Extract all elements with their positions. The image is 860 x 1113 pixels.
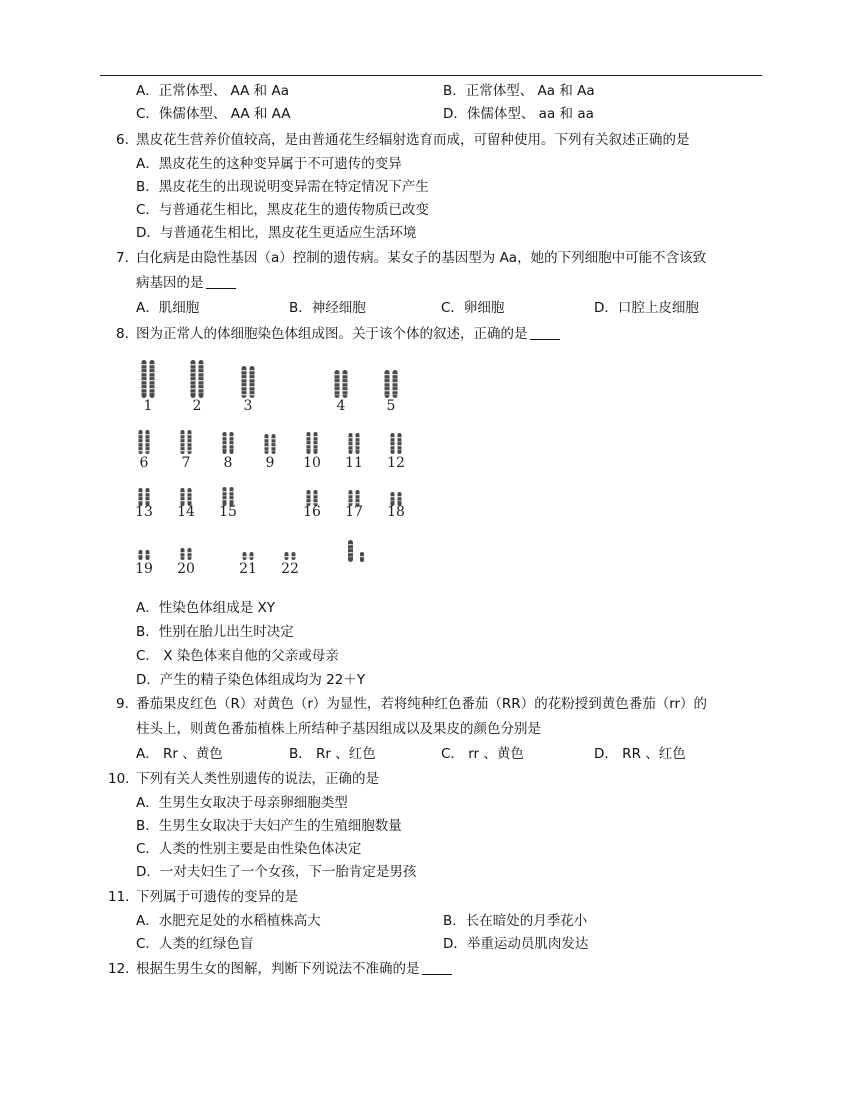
- q10-option-d[interactable]: D．一对夫妇生了一个女孩，下一胎肯定是男孩: [136, 864, 417, 880]
- q7-option-d[interactable]: D．口腔上皮细胞: [594, 300, 699, 316]
- chromosome-label-19: 19: [135, 561, 153, 577]
- q8-number: 8.: [116, 326, 129, 342]
- chromosome-label-16: 16: [303, 504, 321, 520]
- chromosome-pair-19: [139, 550, 150, 560]
- q11-option-b[interactable]: B．长在暗处的月季花小: [443, 913, 588, 929]
- q6-option-c[interactable]: C．与普通花生相比，黑皮花生的遗传物质已改变: [136, 202, 429, 218]
- q6-stem: 黑皮花生营养价值较高，是由普通花生经辐射选育而成，可留种使用。下列有关叙述正确的是: [136, 132, 690, 148]
- chromosome-label-3: 3: [243, 398, 253, 414]
- q10-option-a[interactable]: A．生男生女取决于母亲卵细胞类型: [136, 795, 348, 811]
- chromosome-pair-11: [349, 433, 360, 454]
- chromosome-label-21: 21: [239, 561, 257, 577]
- chromosome-pair-1: [142, 360, 155, 398]
- q8-option-d[interactable]: D．产生的精子染色体组成均为 22＋Y: [136, 672, 366, 688]
- chromosome-label-11: 11: [345, 455, 363, 471]
- karyotype-figure: [128, 352, 428, 584]
- q8-option-b[interactable]: B．性别在胎儿出生时决定: [136, 624, 294, 640]
- chromosome-label-14: 14: [177, 504, 195, 520]
- q8-option-c[interactable]: C． X 染色体来自他的父亲或母亲: [136, 648, 339, 664]
- chromosome-label-22: 22: [281, 561, 299, 577]
- chromosome-pair-20: [181, 548, 192, 560]
- q9-option-a[interactable]: A． Rr 、黄色: [136, 746, 223, 762]
- q5-option-d[interactable]: D．侏儒体型、 aa 和 aa: [443, 106, 594, 122]
- q6-number: 6.: [116, 132, 129, 148]
- chromosome-pair-12: [391, 433, 402, 454]
- chromosome-pair-4: [335, 370, 348, 398]
- q7-option-a[interactable]: A．肌细胞: [136, 300, 200, 316]
- chromosome-pair-7: [181, 430, 192, 454]
- answer-blank[interactable]: [206, 274, 236, 289]
- header-rule: [100, 75, 762, 76]
- chromosome-label-17: 17: [345, 504, 363, 520]
- sex-chromosomes: [348, 540, 364, 562]
- q5-option-b[interactable]: B．正常体型、 Aa 和 Aa: [443, 83, 595, 99]
- q8-stem: 图为正常人的体细胞染色体组成图。关于该个体的叙述，正确的是: [136, 325, 560, 343]
- q11-stem: 下列属于可遗传的变异的是: [136, 889, 298, 905]
- chromosome-pair-2: [191, 360, 204, 398]
- q10-number: 10.: [108, 771, 130, 787]
- chromosome-label-10: 10: [303, 455, 321, 471]
- chromosome-label-1: 1: [143, 398, 153, 414]
- chromosome-label-20: 20: [177, 561, 195, 577]
- chromosome-label-15: 15: [219, 504, 237, 520]
- chromosome-pair-10: [307, 432, 318, 454]
- q9-stem-line1: 番茄果皮红色（R）对黄色（r）为显性，若将纯种红色番茄（RR）的花粉授到黄色番茄（rr）的: [136, 696, 708, 712]
- q6-option-b[interactable]: B．黑皮花生的出现说明变异需在特定情况下产生: [136, 179, 429, 195]
- chromosome-label-6: 6: [139, 455, 149, 471]
- q7-option-c[interactable]: C．卵细胞: [441, 300, 505, 316]
- q10-option-c[interactable]: C．人类的性别主要是由性染色体决定: [136, 841, 362, 857]
- q11-number: 11.: [108, 889, 130, 905]
- chromosome-label-12: 12: [387, 455, 405, 471]
- q7-stem-line2: 病基因的是: [136, 274, 236, 292]
- chromosome-pair-8: [223, 432, 234, 454]
- answer-blank[interactable]: [422, 960, 452, 975]
- karyotype-image: [128, 352, 428, 584]
- q10-option-b[interactable]: B．生男生女取决于夫妇产生的生殖细胞数量: [136, 818, 402, 834]
- q9-option-c[interactable]: C． rr 、黄色: [441, 746, 524, 762]
- chromosome-pair-9: [265, 434, 276, 454]
- q10-stem: 下列有关人类性别遗传的说法，正确的是: [136, 771, 379, 787]
- q12-stem: 根据生男生女的图解，判断下列说法不准确的是: [136, 960, 452, 978]
- q11-option-d[interactable]: D．举重运动员肌肉发达: [443, 936, 589, 952]
- chromosome-label-18: 18: [387, 504, 405, 520]
- q9-option-b[interactable]: B． Rr 、红色: [289, 746, 376, 762]
- chromosome-pair-21: [243, 552, 254, 560]
- chromosome-label-9: 9: [265, 455, 275, 471]
- q8-option-a[interactable]: A．性染色体组成是 XY: [136, 600, 276, 616]
- chromosome-label-5: 5: [386, 398, 396, 414]
- q11-option-a[interactable]: A．水肥充足处的水稻植株高大: [136, 913, 321, 929]
- q6-option-d[interactable]: D．与普通花生相比，黑皮花生更适应生活环境: [136, 225, 417, 241]
- q7-stem-line1: 白化病是由隐性基因（a）控制的遗传病。某女子的基因型为 Aa，她的下列细胞中可能不含该致: [136, 250, 707, 266]
- q7-number: 7.: [116, 250, 129, 266]
- q11-option-c[interactable]: C．人类的红绿色盲: [136, 936, 254, 952]
- q9-stem-line2: 柱头上，则黄色番茄植株上所结种子基因组成以及果皮的颜色分别是: [136, 721, 541, 737]
- chromosome-label-13: 13: [135, 504, 153, 520]
- q7-option-b[interactable]: B．神经细胞: [289, 300, 366, 316]
- q9-option-d[interactable]: D． RR 、红色: [594, 746, 686, 762]
- chromosome-label-2: 2: [192, 398, 202, 414]
- q5-option-c[interactable]: C．侏儒体型、 AA 和 AA: [136, 106, 291, 122]
- q6-option-a[interactable]: A．黑皮花生的这种变异属于不可遗传的变异: [136, 156, 402, 172]
- chromosome-label-4: 4: [336, 398, 346, 414]
- chromosome-label-7: 7: [181, 455, 191, 471]
- q5-option-a[interactable]: A．正常体型、 AA 和 Aa: [136, 83, 289, 99]
- chromosome-pair-22: [285, 552, 296, 560]
- chromosome-pair-6: [139, 430, 150, 454]
- answer-blank[interactable]: [530, 325, 560, 340]
- q9-number: 9.: [116, 696, 129, 712]
- chromosome-label-8: 8: [223, 455, 233, 471]
- chromosome-pair-3: [242, 366, 255, 398]
- q12-number: 12.: [108, 961, 130, 977]
- chromosome-pair-5: [385, 370, 398, 398]
